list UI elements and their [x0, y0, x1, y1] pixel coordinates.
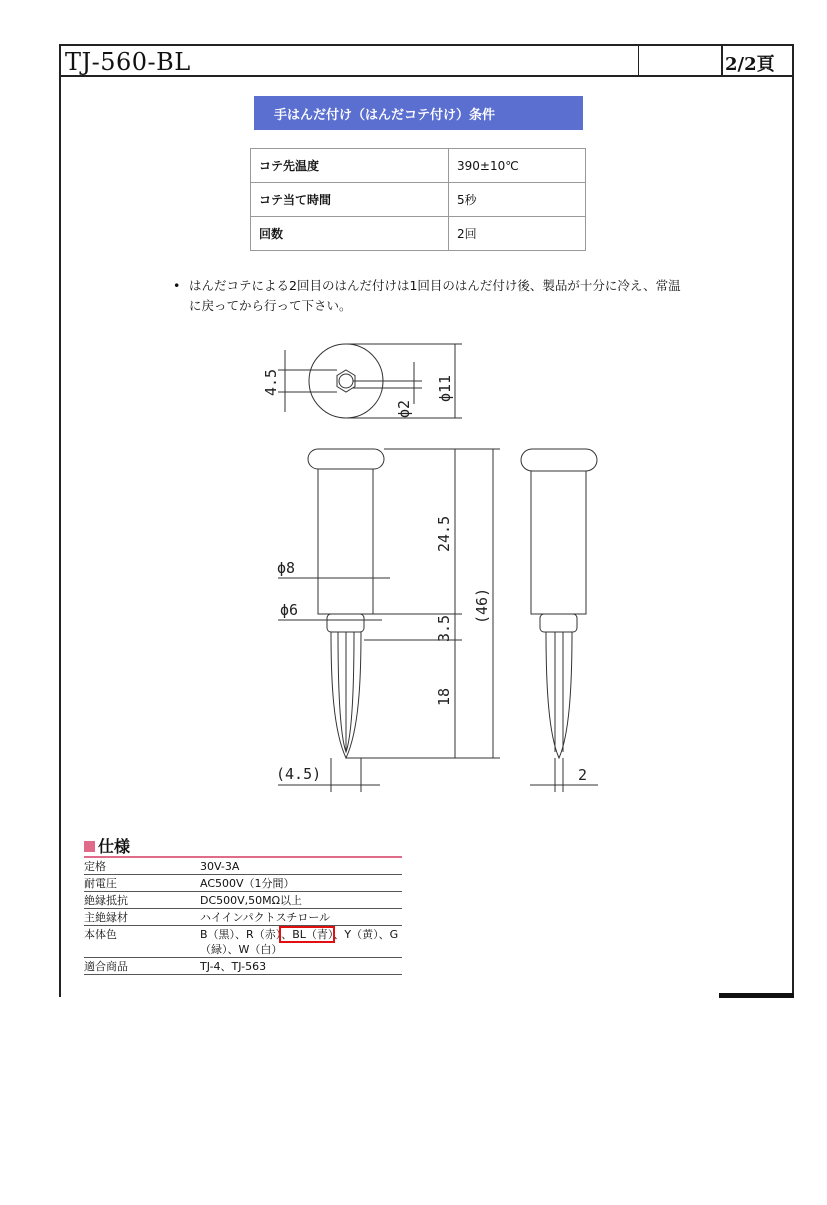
dim-hole: ϕ2 [395, 399, 413, 418]
color-options-post: 、Y（黄）、G（緑）、W（白） [200, 928, 399, 956]
body-side [318, 469, 373, 614]
spec-value: ハイインパクトスチロール [200, 909, 402, 926]
table-row [84, 892, 402, 909]
technical-drawing [250, 338, 610, 798]
spec-label: 耐電圧 [84, 875, 200, 892]
highlighted-color-bl: 、BL（青） [281, 928, 334, 941]
neck-right [540, 614, 577, 632]
dim-body-dia: ϕ8 [277, 559, 296, 577]
row-label: コテ先温度 [251, 149, 449, 183]
heading-square-icon [84, 841, 95, 852]
table-row [84, 958, 402, 975]
table-row [84, 909, 402, 926]
spec-label: 定格 [84, 858, 200, 875]
note-text: はんだコテによる2回目のはんだ付けは1回目のはんだ付け後、製品が十分に冷え、常温に戻ってから行って下さい。 [189, 278, 681, 313]
dim-neck-dia: ϕ6 [280, 601, 299, 619]
spec-heading [84, 834, 130, 857]
spec-value: DC500V,50MΩ以上 [200, 892, 402, 909]
neck-side [327, 614, 364, 632]
dim-neck-length: 3.5 [435, 614, 453, 642]
bullet-icon: • [173, 278, 181, 293]
hex-socket [337, 370, 355, 392]
part-number: TJ-560-BL [65, 48, 191, 76]
row-label: コテ当て時間 [251, 183, 449, 217]
row-value: 390±10℃ [449, 149, 586, 183]
table-row [251, 149, 586, 183]
bottom-bar [719, 993, 794, 998]
center-hole [339, 374, 353, 388]
spec-value: TJ-4、TJ-563 [200, 958, 402, 975]
spec-value-colors [200, 926, 402, 958]
body-right [531, 471, 586, 614]
dim-pin-dia: (4.5) [276, 765, 322, 783]
title-block [59, 44, 794, 77]
spec-title-text: 仕様 [98, 837, 131, 856]
table-row [84, 926, 402, 958]
table-row [251, 183, 586, 217]
table-row [84, 875, 402, 892]
flange-side [308, 449, 384, 469]
soldering-table [250, 148, 586, 251]
page-number: 2/2頁 [725, 54, 775, 75]
row-value: 5秒 [449, 183, 586, 217]
dim-hex: 4.5 [262, 368, 280, 396]
soldering-note [173, 276, 683, 316]
soldering-heading: 手はんだ付け（はんだコテ付け）条件 [254, 96, 583, 130]
dim-flange: ϕ11 [436, 374, 454, 402]
row-label: 回数 [251, 217, 449, 251]
color-options-pre: B（黒）、R（赤） [200, 928, 282, 941]
table-row [84, 858, 402, 875]
row-value: 2回 [449, 217, 586, 251]
flange-right [521, 449, 597, 471]
dim-pin-length: 18 [435, 687, 453, 706]
spec-label: 絶縁抵抗 [84, 892, 200, 909]
table-row [251, 217, 586, 251]
dim-body-length: 24.5 [435, 515, 453, 552]
spec-table [84, 858, 402, 975]
title-divider [638, 46, 723, 75]
spec-value: AC500V（1分間） [200, 875, 402, 892]
spec-value: 30V-3A [200, 858, 402, 875]
spec-label: 適合商品 [84, 958, 200, 975]
dim-pin-side: 2 [578, 766, 588, 784]
spec-label: 主絶縁材 [84, 909, 200, 926]
dim-total-length: (46) [473, 587, 491, 624]
spec-label: 本体色 [84, 926, 200, 958]
